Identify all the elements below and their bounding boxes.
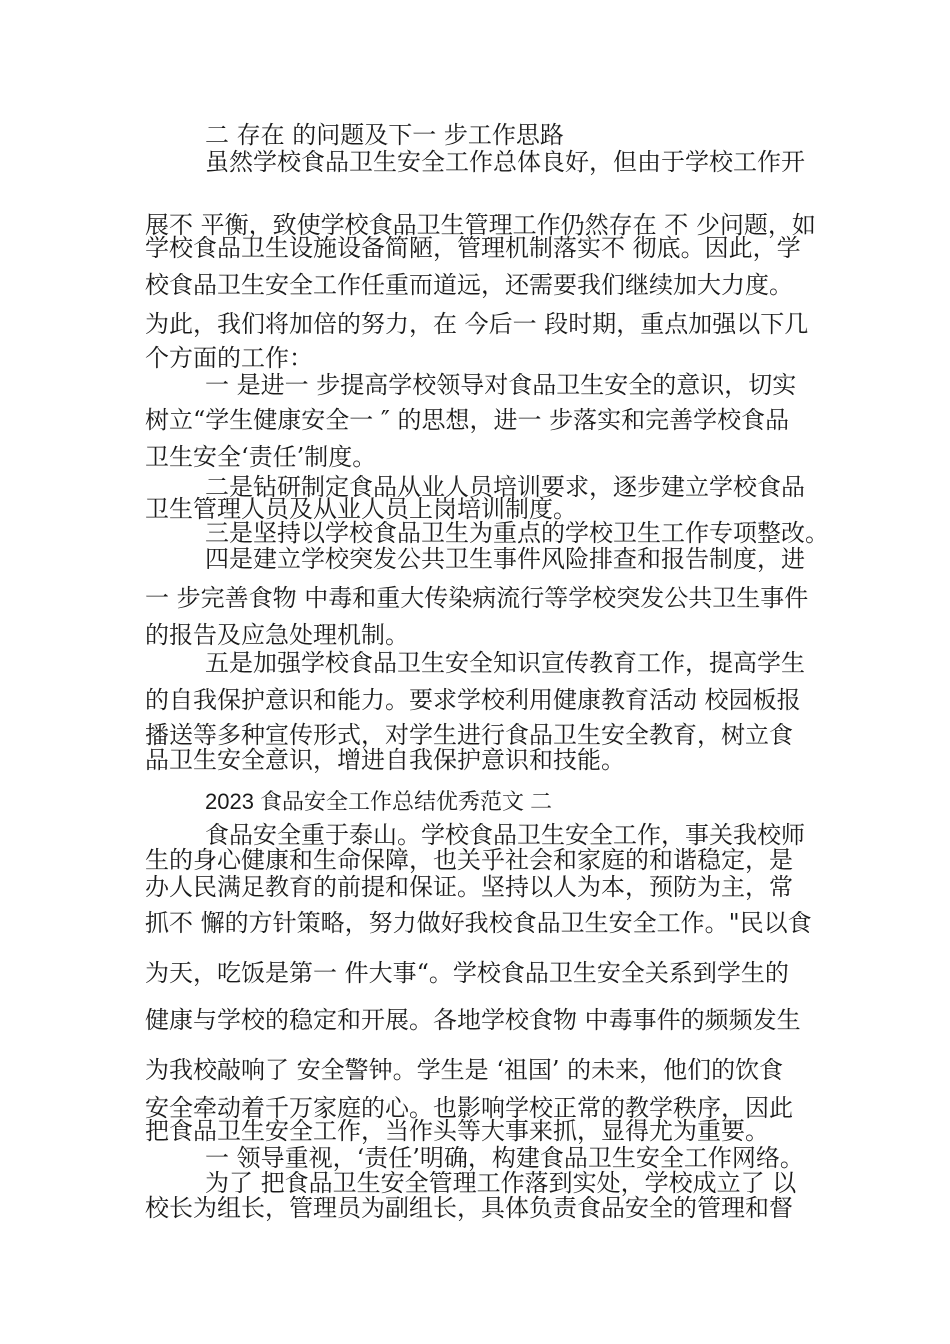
paragraph-line: 为我校敲响了 安全警钟。学生是 ‘祖国’ 的未来，他们的饮食	[145, 1056, 784, 1084]
list-item-line: 五是加强学校食品卫生安全知识宣传教育工作，提高学生	[205, 649, 805, 677]
paragraph-line: 安全牵动着千万家庭的心。也影响学校正常的教学秩序，因此	[145, 1094, 793, 1122]
paragraph-line: 虽然学校食品卫生安全工作总体良好，但由于学校工作开	[205, 148, 805, 176]
paragraph-line: 健康与学校的稳定和开展。各地学校食物 中毒事件的频频发生	[145, 1006, 801, 1034]
list-item-line: 二是钻研制定食品从业人员培训要求，逐步建立学校食品	[205, 473, 805, 501]
subsection-heading: 一 领导重视，‘责任’明确，构建食品卫生安全工作网络。	[205, 1144, 804, 1172]
list-item-line: 树立“学生健康安全一 ″ 的思想，进一 步落实和完善学校食品	[145, 406, 790, 434]
article-title: 2023 食品安全工作总结优秀范文 二	[205, 789, 553, 814]
paragraph-line: 为此，我们将加倍的努力，在 今后一 段时期，重点加强以下几	[145, 310, 809, 338]
paragraph-line: 展不 平衡，致使学校食品卫生管理工作仍然存在 不 少问题，如	[145, 211, 816, 239]
list-item-line: 卫生管理人员及从业人员上岗培训制度。	[145, 495, 577, 523]
paragraph-line: 食品安全重于泰山。学校食品卫生安全工作，事关我校师	[205, 821, 805, 849]
paragraph-line: 校食品卫生安全工作任重而道远，还需要我们继续加大力度。	[145, 271, 793, 299]
paragraph-line: 为了 把食品卫生安全管理工作落到实处，学校成立了 以	[205, 1169, 797, 1197]
paragraph-line: 把食品卫生安全工作，当作头等大事来抓，显得尤为重要。	[145, 1117, 769, 1145]
paragraph-line: 生的身心健康和生命保障，也关乎社会和家庭的和谐稳定，是	[145, 846, 793, 874]
list-item-line: 的报告及应急处理机制。	[145, 621, 409, 649]
list-item-line: 四是建立学校突发公共卫生事件风险排查和报告制度，进	[205, 545, 805, 573]
paragraph-line: 校长为组长，管理员为副组长，具体负责食品安全的管理和督	[145, 1194, 793, 1222]
section-heading: 二 存在 的问题及下一 步工作思路	[205, 121, 564, 149]
list-item-line: 三是坚持以学校食品卫生为重点的学校卫生工作专项整改。	[205, 519, 829, 547]
paragraph-line: 抓不 懈的方针策略，努力做好我校食品卫生安全工作。"民以食	[145, 909, 812, 937]
list-item-line: 卫生安全‘责任’制度。	[145, 443, 377, 471]
list-item-line: 的自我保护意识和能力。要求学校利用健康教育活动 校园板报	[145, 686, 801, 714]
list-item-line: 品卫生安全意识，增进自我保护意识和技能。	[145, 746, 625, 774]
list-item-line: 播送等多种宣传形式，对学生进行食品卫生安全教育，树立食	[145, 721, 793, 749]
paragraph-line: 个方面的工作：	[145, 344, 313, 372]
list-item-line: 一 步完善食物 中毒和重大传染病流行等学校突发公共卫生事件	[145, 584, 809, 612]
paragraph-line: 学校食品卫生设施设备简陋，管理机制落实不 彻底。因此，学	[145, 234, 801, 262]
paragraph-line: 办人民满足教育的前提和保证。坚持以人为本，预防为主，常	[145, 873, 793, 901]
list-item-line: 一 是进一 步提高学校领导对食品卫生安全的意识，切实	[205, 371, 797, 399]
paragraph-line: 为天，吃饭是第一 件大事“。学校食品卫生安全关系到学生的	[145, 959, 789, 987]
